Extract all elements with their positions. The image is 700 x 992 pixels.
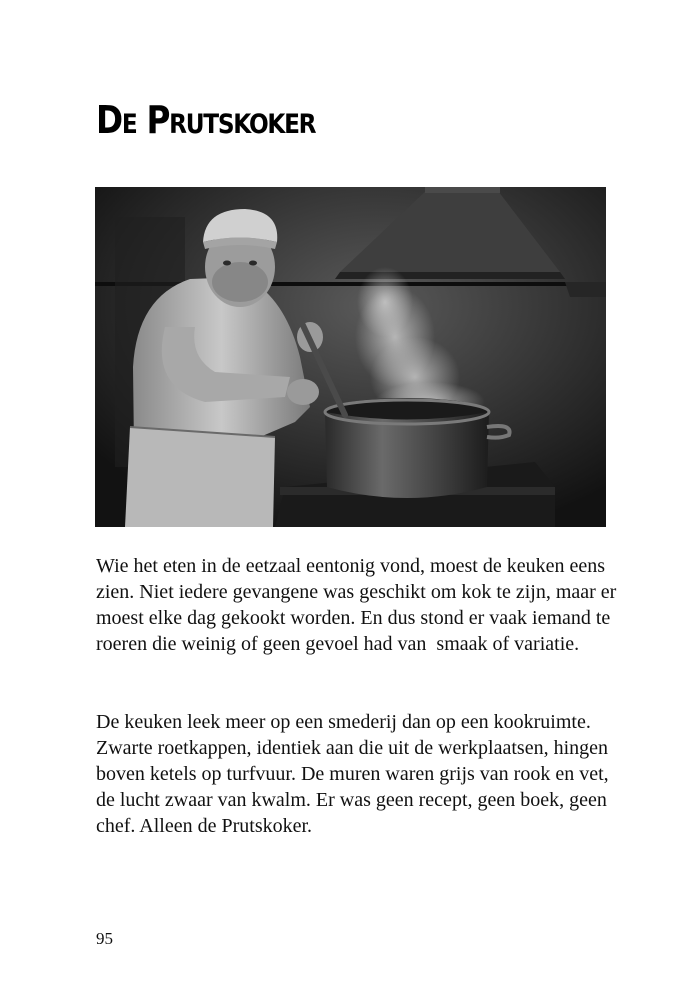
chapter-title: De Prutskoker [96, 98, 316, 142]
cooking-pot [325, 398, 510, 498]
paragraph-2-text: De keuken leek meer op een smederij dan op een kookruimte. Zwarte roetkappen, identiek aan die uit de werkplaatsen, hingen boven ketels op turfvuur. De muren waren grijs van rook en vet, de lucht zwaar van kwalm. Er was geen recept, geen boek, geen chef. Alleen de Prutskoker. [96, 711, 614, 837]
page-number: 95 [96, 929, 113, 948]
paragraph-1 [96, 553, 626, 657]
kitchen-photo [95, 187, 606, 527]
paragraph-1-text: Wie het eten in de eetzaal eentonig vond, moest de keuken eens zien. Niet iedere gevangene was geschikt om kok te zijn, maar er moest elke dag gekookt worden. En dus stond er vaak iemand te roeren die weinig of geen gevoel had van smaak of variatie. [96, 555, 622, 655]
paragraph-2 [96, 709, 626, 839]
